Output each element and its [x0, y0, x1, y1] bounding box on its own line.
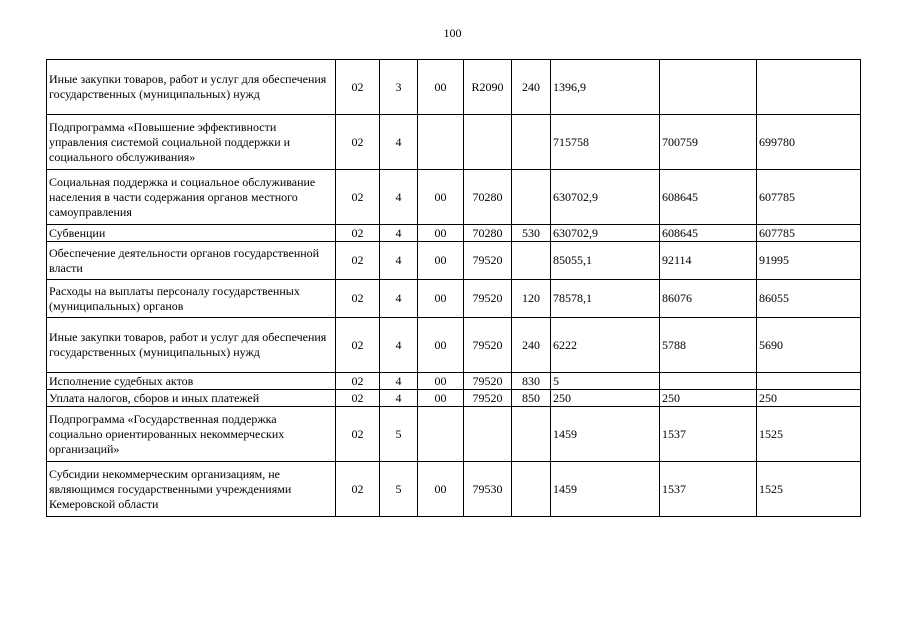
row-name: Расходы на выплаты персоналу государственных (муниципальных) органов: [47, 280, 336, 318]
amount-year-2: 1537: [660, 407, 757, 462]
table-row: [47, 462, 861, 517]
table-row: [47, 318, 861, 373]
program-code: 00: [418, 242, 464, 280]
expense-type: 240: [512, 318, 551, 373]
expense-type: 530: [512, 225, 551, 242]
section-code: 02: [336, 407, 380, 462]
amount-year-1: 6222: [551, 318, 660, 373]
amount-year-3: [757, 373, 861, 390]
target-article: 79530: [464, 462, 512, 517]
amount-year-2: 86076: [660, 280, 757, 318]
target-article: 70280: [464, 225, 512, 242]
subsection-code: 4: [380, 115, 418, 170]
target-article: [464, 115, 512, 170]
expense-type: [512, 115, 551, 170]
amount-year-1: 85055,1: [551, 242, 660, 280]
section-code: 02: [336, 280, 380, 318]
program-code: 00: [418, 170, 464, 225]
subsection-code: 4: [380, 242, 418, 280]
subsection-code: 5: [380, 407, 418, 462]
table-row: [47, 225, 861, 242]
expense-type: 850: [512, 390, 551, 407]
program-code: 00: [418, 318, 464, 373]
row-name: Обеспечение деятельности органов государственной власти: [47, 242, 336, 280]
program-code: 00: [418, 280, 464, 318]
row-name: Субвенции: [47, 225, 336, 242]
row-name: Иные закупки товаров, работ и услуг для обеспечения государственных (муниципальных) нужд: [47, 318, 336, 373]
page-number: 100: [443, 26, 462, 40]
table-row: [47, 242, 861, 280]
program-code: 00: [418, 462, 464, 517]
target-article: 79520: [464, 318, 512, 373]
amount-year-2: 92114: [660, 242, 757, 280]
amount-year-1: 1459: [551, 407, 660, 462]
amount-year-2: 5788: [660, 318, 757, 373]
amount-year-2: [660, 373, 757, 390]
amount-year-2: [660, 60, 757, 115]
subsection-code: 4: [380, 373, 418, 390]
table-row: [47, 373, 861, 390]
expense-type: [512, 462, 551, 517]
table-row: [47, 170, 861, 225]
section-code: 02: [336, 170, 380, 225]
budget-table: [46, 59, 861, 517]
subsection-code: 3: [380, 60, 418, 115]
amount-year-3: 250: [757, 390, 861, 407]
expense-type: [512, 407, 551, 462]
amount-year-3: 1525: [757, 462, 861, 517]
subsection-code: 4: [380, 170, 418, 225]
section-code: 02: [336, 60, 380, 115]
row-name: Исполнение судебных актов: [47, 373, 336, 390]
amount-year-2: 700759: [660, 115, 757, 170]
table-row: [47, 280, 861, 318]
row-name: Уплата налогов, сборов и иных платежей: [47, 390, 336, 407]
amount-year-1: 715758: [551, 115, 660, 170]
amount-year-1: 630702,9: [551, 225, 660, 242]
amount-year-1: 5: [551, 373, 660, 390]
section-code: 02: [336, 115, 380, 170]
amount-year-3: [757, 60, 861, 115]
target-article: R2090: [464, 60, 512, 115]
section-code: 02: [336, 390, 380, 407]
row-name: Социальная поддержка и социальное обслуживание населения в части содержания органов местного самоуправления: [47, 170, 336, 225]
amount-year-2: 1537: [660, 462, 757, 517]
expense-type: [512, 242, 551, 280]
section-code: 02: [336, 318, 380, 373]
program-code: 00: [418, 390, 464, 407]
section-code: 02: [336, 462, 380, 517]
amount-year-1: 78578,1: [551, 280, 660, 318]
amount-year-1: 1396,9: [551, 60, 660, 115]
subsection-code: 4: [380, 280, 418, 318]
program-code: 00: [418, 225, 464, 242]
amount-year-3: 1525: [757, 407, 861, 462]
expense-type: 120: [512, 280, 551, 318]
program-code: [418, 407, 464, 462]
table-row: [47, 60, 861, 115]
subsection-code: 4: [380, 225, 418, 242]
subsection-code: 4: [380, 318, 418, 373]
amount-year-3: 607785: [757, 225, 861, 242]
section-code: 02: [336, 225, 380, 242]
amount-year-1: 1459: [551, 462, 660, 517]
expense-type: 240: [512, 60, 551, 115]
target-article: 79520: [464, 280, 512, 318]
amount-year-1: 250: [551, 390, 660, 407]
program-code: [418, 115, 464, 170]
target-article: [464, 407, 512, 462]
target-article: 70280: [464, 170, 512, 225]
table-row: [47, 407, 861, 462]
row-name: Иные закупки товаров, работ и услуг для обеспечения государственных (муниципальных) нужд: [47, 60, 336, 115]
table-row: [47, 390, 861, 407]
amount-year-3: 5690: [757, 318, 861, 373]
table-row: [47, 115, 861, 170]
subsection-code: 4: [380, 390, 418, 407]
row-name: Подпрограмма «Государственная поддержка социально ориентированных некоммерческих организаций»: [47, 407, 336, 462]
program-code: 00: [418, 373, 464, 390]
expense-type: [512, 170, 551, 225]
target-article: 79520: [464, 242, 512, 280]
amount-year-2: 608645: [660, 225, 757, 242]
target-article: 79520: [464, 390, 512, 407]
program-code: 00: [418, 60, 464, 115]
row-name: Подпрограмма «Повышение эффективности управления системой социальной поддержки и социального обслуживания»: [47, 115, 336, 170]
row-name: Субсидии некоммерческим организациям, не являющимся государственными учреждениями Кемеровской области: [47, 462, 336, 517]
amount-year-2: 608645: [660, 170, 757, 225]
amount-year-3: 607785: [757, 170, 861, 225]
subsection-code: 5: [380, 462, 418, 517]
amount-year-2: 250: [660, 390, 757, 407]
amount-year-1: 630702,9: [551, 170, 660, 225]
expense-type: 830: [512, 373, 551, 390]
target-article: 79520: [464, 373, 512, 390]
amount-year-3: 91995: [757, 242, 861, 280]
section-code: 02: [336, 373, 380, 390]
section-code: 02: [336, 242, 380, 280]
amount-year-3: 86055: [757, 280, 861, 318]
amount-year-3: 699780: [757, 115, 861, 170]
